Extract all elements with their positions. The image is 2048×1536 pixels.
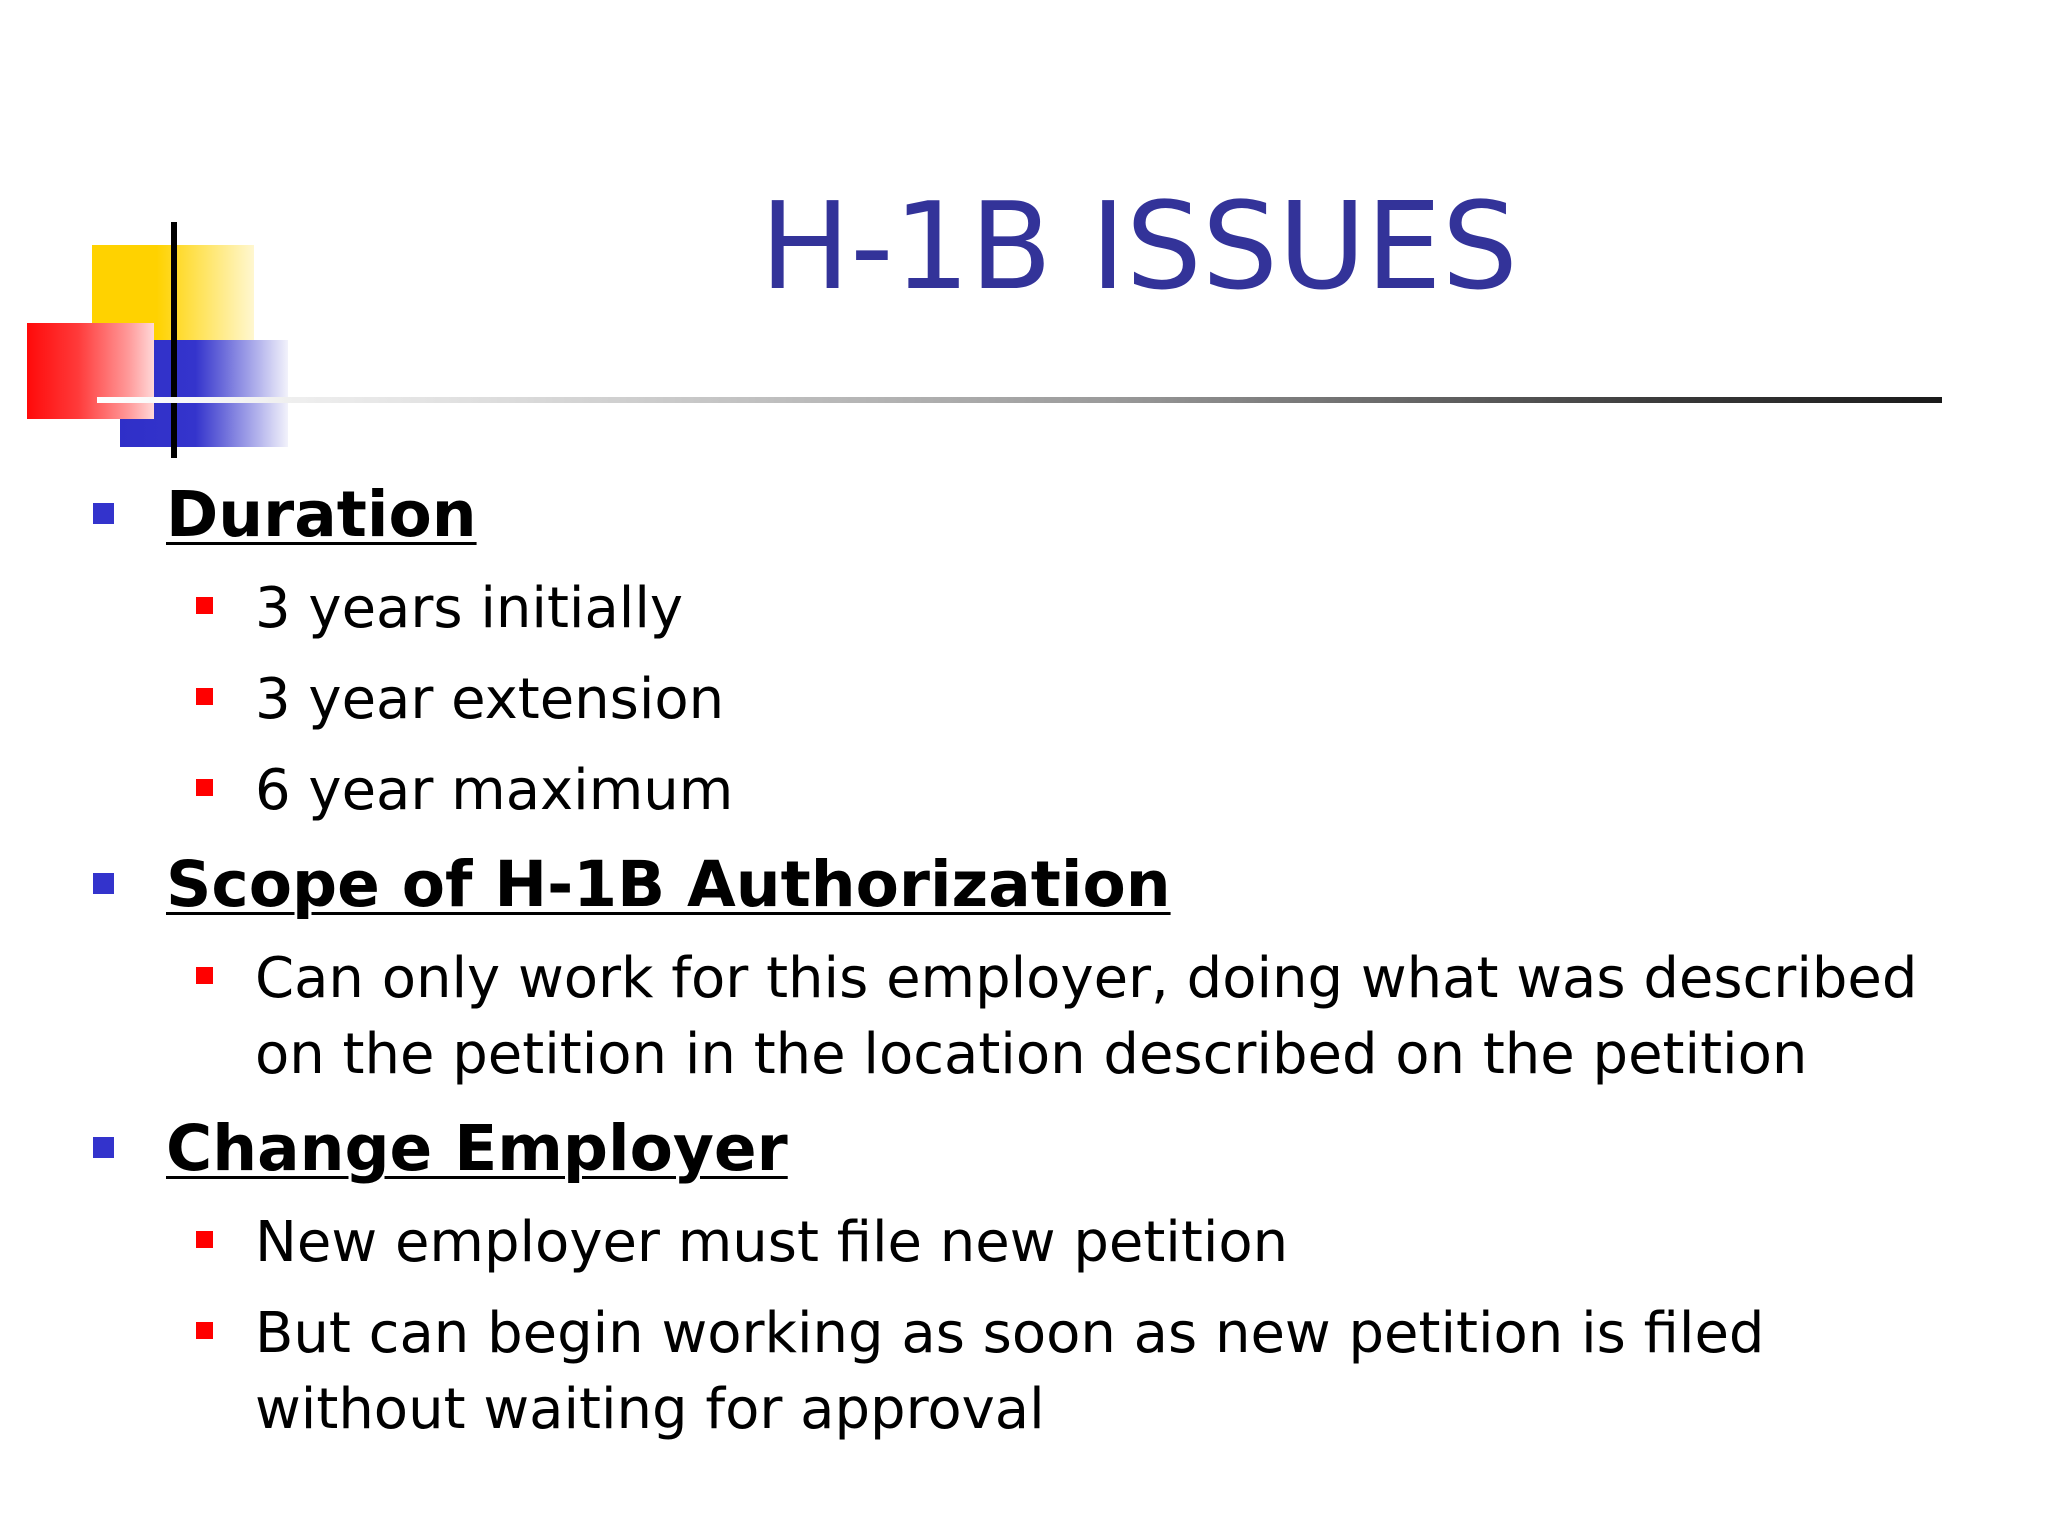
- title-underline-rule: [97, 397, 1942, 403]
- bullet-square-icon: [196, 779, 213, 796]
- bullet-square-icon: [196, 688, 213, 705]
- sub-bullet-text-line: on the petition in the location described on the petition: [255, 1022, 1808, 1087]
- sub-bullet-text-line: without waiting for approval: [255, 1377, 1045, 1442]
- bullet-square-icon: [196, 1231, 213, 1248]
- sub-bullet-text: 3 year extension: [255, 667, 725, 732]
- section-heading: Duration: [166, 478, 477, 551]
- bullet-square-icon: [93, 503, 114, 524]
- sub-bullet-text: New employer must file new petition: [255, 1210, 1289, 1275]
- decorative-red-square: [27, 323, 154, 419]
- sub-bullet-text-line: But can begin working as soon as new petition is filed: [255, 1301, 1765, 1366]
- bullet-square-icon: [93, 1137, 114, 1158]
- bullet-square-icon: [196, 1322, 213, 1339]
- section-heading: Change Employer: [166, 1112, 788, 1185]
- sub-bullet-text: 6 year maximum: [255, 758, 734, 823]
- bullet-square-icon: [196, 967, 213, 984]
- decorative-vertical-line: [171, 222, 177, 458]
- bullet-square-icon: [196, 597, 213, 614]
- slide-title: H-1B ISSUES: [760, 178, 1518, 317]
- sub-bullet-text: 3 years initially: [255, 576, 684, 641]
- section-heading: Scope of H-1B Authorization: [166, 848, 1171, 921]
- bullet-square-icon: [93, 873, 114, 894]
- sub-bullet-text-line: Can only work for this employer, doing what was described: [255, 946, 1918, 1011]
